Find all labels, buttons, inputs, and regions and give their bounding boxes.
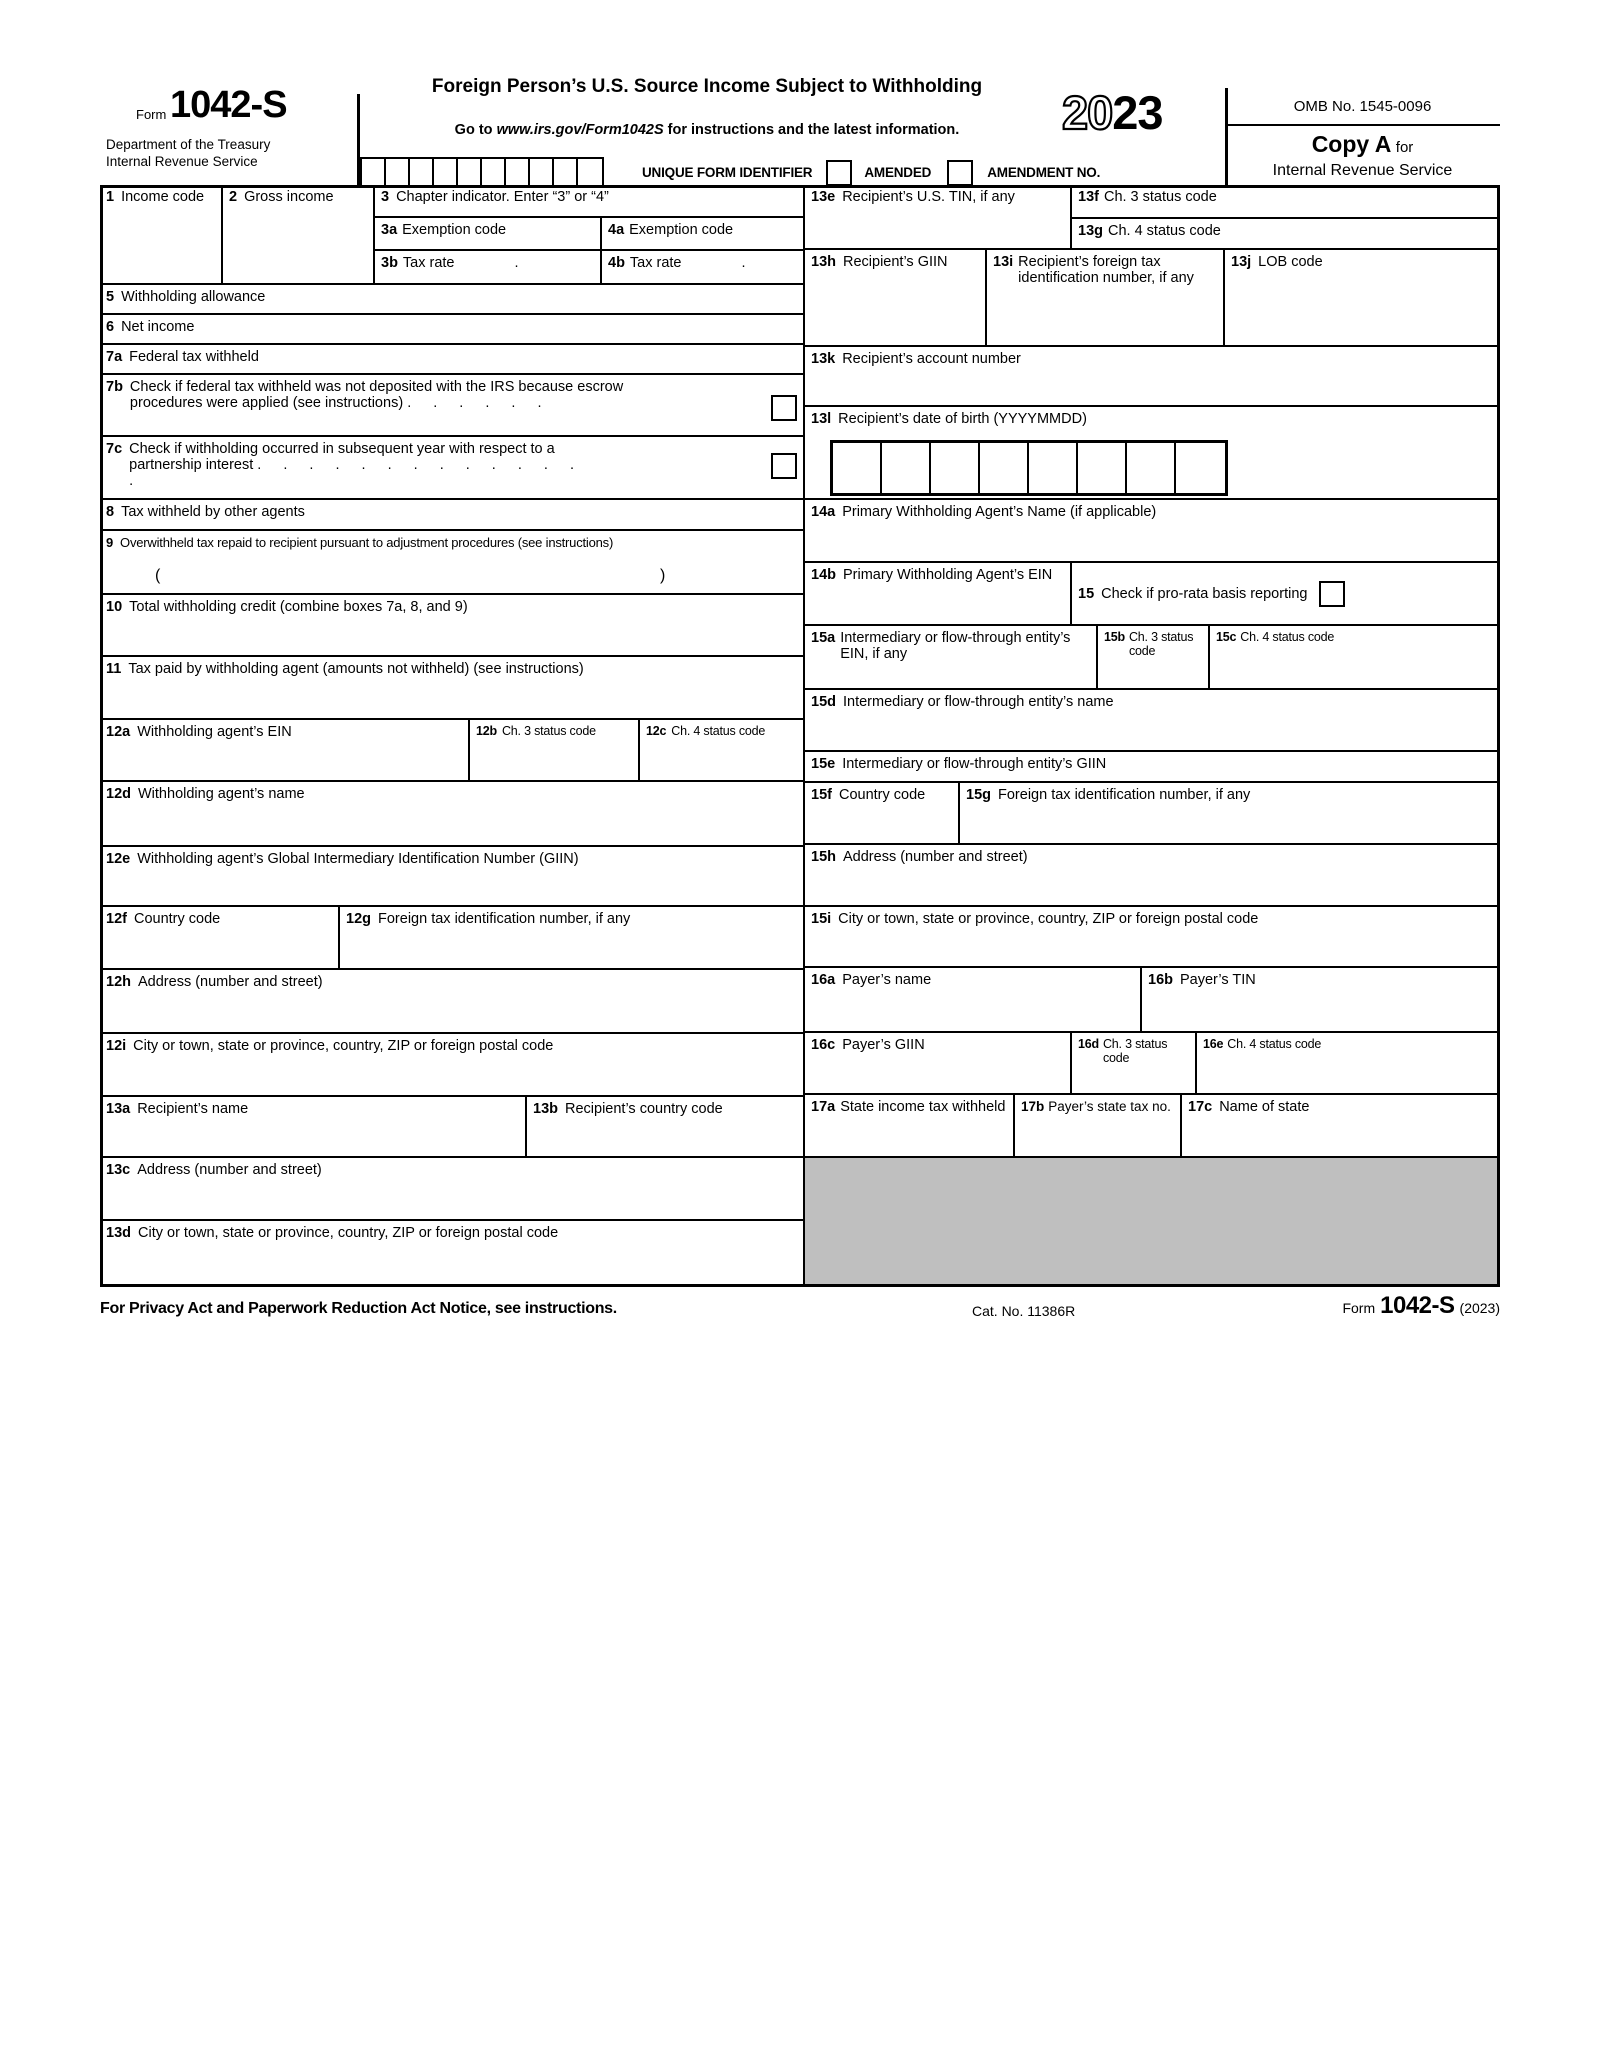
amendment-no-checkbox[interactable]: [947, 160, 973, 186]
form-word: Form: [136, 107, 167, 122]
field-number: 13f: [1078, 189, 1099, 205]
field-label: Country code: [133, 911, 221, 927]
field-3a-exemption-code[interactable]: [375, 218, 602, 251]
field-number: 3: [381, 189, 390, 205]
box-7c-checkbox[interactable]: [771, 453, 797, 479]
field-number: 13e: [811, 189, 836, 205]
unique-form-identifier-label: UNIQUE FORM IDENTIFIER: [642, 165, 813, 180]
box-7b-checkbox[interactable]: [771, 395, 797, 421]
goto-line: Go to www.irs.gov/Form1042S for instructions and the latest information.: [454, 122, 960, 138]
field-label: Net income: [121, 319, 195, 335]
field-label: Gross income: [244, 189, 334, 205]
ufi-char-box[interactable]: [482, 159, 506, 187]
field-number: 5: [106, 289, 115, 305]
field-number: 15e: [811, 756, 836, 772]
field-number: 12c: [646, 724, 667, 738]
field-label: City or town, state or province, country, ZIP or foreign postal code: [138, 1225, 559, 1241]
field-16e-ch4-status-code[interactable]: [1197, 1033, 1500, 1095]
field-number: 15: [1078, 585, 1095, 602]
field-12i-city-state-zip[interactable]: [100, 1034, 805, 1097]
field-7a-federal-tax-withheld[interactable]: [100, 345, 805, 375]
field-15e-intermediary-giin[interactable]: [805, 752, 1500, 783]
field-number: 6: [106, 319, 115, 335]
form-1042s: [100, 60, 1500, 1340]
field-label: Ch. 4 status code: [1240, 630, 1335, 644]
field-13d-city-state-zip[interactable]: [100, 1221, 805, 1287]
field-9-overwithheld-tax-repaid[interactable]: [100, 531, 805, 595]
field-13i-recipient-foreign-tin[interactable]: [987, 250, 1225, 347]
page-title: Foreign Person’s U.S. Source Income Subject to Withholding: [431, 76, 983, 97]
field-label: Payer’s state tax no.: [1048, 1099, 1171, 1114]
ufi-char-box[interactable]: [458, 159, 482, 187]
field-13j-lob-code[interactable]: [1225, 250, 1500, 347]
field-number: 12g: [346, 911, 371, 927]
field-15f-country-code[interactable]: [805, 783, 960, 845]
field-label: City or town, state or province, country, ZIP or foreign postal code: [838, 911, 1259, 927]
dob-char-box[interactable]: [1029, 443, 1078, 493]
date-of-birth-boxes: [830, 440, 1228, 496]
field-label: Country code: [838, 787, 926, 803]
open-paren: (: [155, 567, 161, 584]
ufi-char-box[interactable]: [506, 159, 530, 187]
omb-underline: [1225, 124, 1500, 126]
field-label: Address (number and street): [137, 1162, 322, 1178]
field-number: 15h: [811, 849, 836, 865]
field-label: City or town, state or province, country, ZIP or foreign postal code: [133, 1038, 554, 1054]
field-number: 13i: [993, 254, 1014, 270]
field-label: Ch. 4 status code: [1108, 223, 1221, 239]
dot-leader: . . . . . .: [407, 395, 551, 411]
field-label: Withholding allowance: [121, 289, 266, 305]
field-number: 12a: [106, 724, 131, 740]
field-label: Income code: [121, 189, 205, 205]
field-number: 15d: [811, 694, 836, 710]
field-number: 15i: [811, 911, 832, 927]
field-12e-withholding-agent-giin[interactable]: [100, 847, 805, 907]
field-15i-city-state-zip[interactable]: [805, 907, 1500, 968]
field-number: 9: [106, 535, 114, 550]
field-label: Overwithheld tax repaid to recipient pursuant to adjustment procedures (see instructions): [120, 535, 614, 550]
copy-a-recipient: Internal Revenue Service: [1272, 162, 1453, 179]
field-12c-ch4-status-code[interactable]: [640, 720, 805, 782]
ufi-char-box[interactable]: [578, 159, 602, 187]
field-label: Ch. 3 status code: [1128, 630, 1194, 658]
field-13c-address[interactable]: [100, 1158, 805, 1221]
field-3-chapter-indicator[interactable]: [375, 185, 805, 218]
field-label: Withholding agent’s name: [138, 786, 305, 802]
field-4a-exemption-code[interactable]: [602, 218, 805, 251]
field-label: Recipient’s date of birth (YYYYMMDD): [838, 411, 1087, 427]
field-4b-tax-rate[interactable]: [602, 251, 805, 285]
field-label: Withholding agent’s EIN: [137, 724, 292, 740]
ufi-char-box[interactable]: [530, 159, 554, 187]
field-label: Recipient’s GIIN: [843, 254, 948, 270]
field-13k-recipient-account-number[interactable]: [805, 347, 1500, 407]
year-outline-digits: 20: [1062, 86, 1113, 139]
field-number: 16b: [1148, 972, 1173, 988]
field-label: Ch. 3 status code: [1102, 1037, 1168, 1065]
field-15h-address[interactable]: [805, 845, 1500, 907]
field-label: Withholding agent’s Global Intermediary Identification Number (GIIN): [137, 851, 579, 867]
dob-char-box[interactable]: [1078, 443, 1127, 493]
field-label: Exemption code: [629, 222, 734, 238]
field-8-tax-withheld-other-agents[interactable]: [100, 500, 805, 531]
field-12b-ch3-status-code[interactable]: [470, 720, 640, 782]
field-11-tax-paid-by-agent[interactable]: [100, 657, 805, 720]
field-number: 15c: [1216, 630, 1237, 644]
field-12a-withholding-agent-ein[interactable]: [100, 720, 470, 782]
field-label: Primary Withholding Agent’s Name (if applicable): [842, 504, 1157, 520]
field-15g-foreign-tin[interactable]: [960, 783, 1500, 845]
field-3b-tax-rate[interactable]: [375, 251, 602, 285]
field-label: Tax paid by withholding agent (amounts not withheld) (see instructions): [128, 661, 584, 677]
close-paren: ): [660, 567, 666, 584]
year-bold-digits: 23: [1112, 86, 1163, 139]
field-label: Ch. 3 status code: [1103, 189, 1217, 205]
field-number: 1: [106, 189, 115, 205]
field-number: 7c: [106, 441, 123, 457]
form-number-title: 1042-S: [170, 84, 287, 126]
field-label: Tax withheld by other agents: [121, 504, 305, 520]
field-label: Payer’s TIN: [1180, 972, 1256, 988]
field-label: Ch. 3 status code: [501, 724, 596, 738]
decimal-point: .: [741, 255, 746, 271]
field-number: 12f: [106, 911, 127, 927]
dept-line1: Department of the Treasury: [106, 137, 271, 152]
amended-checkbox[interactable]: [826, 160, 852, 186]
field-label: Foreign tax identification number, if any: [378, 911, 631, 927]
field-number: 4a: [608, 222, 625, 238]
field-5-withholding-allowance[interactable]: [100, 285, 805, 315]
field-number: 15g: [966, 787, 991, 803]
field-label: Recipient’s foreign tax identification number, if any: [1018, 254, 1194, 286]
field-number: 12e: [106, 851, 131, 867]
decimal-point: .: [514, 255, 519, 271]
field-label: State income tax withheld: [840, 1099, 1006, 1115]
field-number: 8: [106, 504, 115, 520]
field-1-income-code[interactable]: [100, 185, 223, 285]
amended-label: AMENDED: [864, 165, 932, 180]
dob-char-box[interactable]: [833, 443, 882, 493]
field-number: 16a: [811, 972, 836, 988]
field-number: 13k: [811, 351, 836, 367]
field-number: 10: [106, 599, 123, 615]
field-number: 15f: [811, 787, 832, 803]
field-number: 17b: [1021, 1099, 1045, 1114]
dob-char-box[interactable]: [1127, 443, 1176, 493]
field-label: Payer’s name: [842, 972, 932, 988]
field-number: 13c: [106, 1162, 131, 1178]
field-number: 13d: [106, 1225, 131, 1241]
field-label: Federal tax withheld: [129, 349, 259, 365]
field-label: Ch. 4 status code: [1227, 1037, 1322, 1051]
field-16d-ch3-status-code[interactable]: [1072, 1033, 1197, 1095]
field-number: 13l: [811, 411, 832, 427]
privacy-act-notice: For Privacy Act and Paperwork Reduction Act Notice, see instructions.: [100, 1300, 617, 1317]
field-number: 2: [229, 189, 238, 205]
field-15a-intermediary-ein[interactable]: [805, 626, 1098, 690]
box-15-checkbox[interactable]: [1319, 581, 1345, 607]
ufi-char-box[interactable]: [554, 159, 578, 187]
field-17c-name-of-state[interactable]: [1182, 1095, 1500, 1158]
ufi-char-box[interactable]: [362, 159, 386, 187]
field-label: Exemption code: [402, 222, 507, 238]
field-7b-escrow-check[interactable]: [100, 375, 805, 437]
catalog-number: Cat. No. 11386R: [972, 1303, 1076, 1319]
dept-line2: Internal Revenue Service: [106, 154, 258, 169]
field-number: 12h: [106, 974, 131, 990]
field-label: Intermediary or flow-through entity’s EIN, if any: [840, 630, 1071, 662]
dob-char-box[interactable]: [882, 443, 931, 493]
field-number: 4b: [608, 255, 625, 271]
field-number: 12i: [106, 1038, 127, 1054]
field-13a-recipient-name[interactable]: [100, 1097, 527, 1158]
amendment-no-label: AMENDMENT NO.: [987, 165, 1101, 180]
field-number: 7a: [106, 349, 123, 365]
tax-year: [1062, 86, 1163, 139]
field-label: Check if federal tax withheld was not deposited with the IRS because escrow procedures were applied (see instructions): [129, 379, 624, 411]
field-number: 16d: [1078, 1037, 1099, 1051]
field-14a-primary-agent-name[interactable]: [805, 500, 1500, 563]
field-13h-recipient-giin[interactable]: [805, 250, 987, 347]
field-label: LOB code: [1258, 254, 1323, 270]
field-number: 3b: [381, 255, 398, 271]
field-label: Foreign tax identification number, if any: [998, 787, 1251, 803]
footer-form-id: Form 1042-S (2023): [1342, 1292, 1500, 1319]
field-label: Tax rate: [402, 255, 455, 271]
field-17b-payer-state-tax-no[interactable]: [1015, 1095, 1182, 1158]
field-number: 17c: [1188, 1099, 1213, 1115]
field-13b-recipient-country-code[interactable]: [527, 1097, 805, 1158]
field-6-net-income[interactable]: [100, 315, 805, 345]
field-16b-payer-tin[interactable]: [1142, 968, 1500, 1033]
field-16a-payer-name[interactable]: [805, 968, 1142, 1033]
field-label: Recipient’s country code: [565, 1101, 723, 1117]
field-number: 13b: [533, 1101, 558, 1117]
field-label: Recipient’s name: [137, 1101, 249, 1117]
field-number: 13h: [811, 254, 836, 270]
field-15b-ch3-status-code[interactable]: [1098, 626, 1210, 690]
field-15d-intermediary-name[interactable]: [805, 690, 1500, 752]
field-label: Tax rate: [629, 255, 682, 271]
field-number: 15b: [1104, 630, 1125, 644]
field-label: Recipient’s account number: [842, 351, 1021, 367]
field-number: 13j: [1231, 254, 1252, 270]
goto-url-link[interactable]: www.irs.gov/Form1042S: [496, 122, 664, 138]
field-label: Address (number and street): [843, 849, 1028, 865]
field-13l-date-of-birth[interactable]: [805, 407, 1500, 500]
field-13e-recipient-tin[interactable]: [805, 185, 1072, 250]
copy-a-line: Copy A for: [1311, 131, 1414, 157]
field-13g-ch4-status-code[interactable]: [1072, 219, 1500, 250]
field-16c-payer-giin[interactable]: [805, 1033, 1072, 1095]
field-label: Payer’s GIIN: [842, 1037, 925, 1053]
field-number: 14b: [811, 567, 836, 583]
field-number: 7b: [106, 379, 123, 395]
ufi-char-box[interactable]: [410, 159, 434, 187]
dot-leader: . . . . . . . . . . . . . .: [129, 457, 584, 489]
field-label: Recipient’s U.S. TIN, if any: [842, 189, 1015, 205]
field-label: Primary Withholding Agent’s EIN: [843, 567, 1053, 583]
field-15-pro-rata-check[interactable]: [1072, 563, 1500, 626]
field-label: Chapter indicator. Enter “3” or “4”: [396, 189, 609, 205]
field-label: Intermediary or flow-through entity’s name: [843, 694, 1114, 710]
field-7c-partnership-check[interactable]: [100, 437, 805, 500]
field-number: 17a: [811, 1099, 836, 1115]
field-13f-ch3-status-code[interactable]: [1072, 185, 1500, 219]
field-label: Ch. 4 status code: [671, 724, 766, 738]
dob-char-box[interactable]: [980, 443, 1029, 493]
ufi-char-box[interactable]: [386, 159, 410, 187]
field-number: 16c: [811, 1037, 836, 1053]
field-label: Address (number and street): [138, 974, 323, 990]
field-number: 15a: [811, 630, 836, 646]
field-15c-ch4-status-code[interactable]: [1210, 626, 1500, 690]
field-12d-withholding-agent-name[interactable]: [100, 782, 805, 847]
omb-number: OMB No. 1545-0096: [1293, 98, 1432, 115]
field-number: 14a: [811, 504, 836, 520]
field-12g-foreign-tin[interactable]: [340, 907, 805, 970]
field-number: 12d: [106, 786, 131, 802]
field-12f-country-code[interactable]: [100, 907, 340, 970]
field-label: Intermediary or flow-through entity’s GIIN: [842, 756, 1107, 772]
dob-char-box[interactable]: [1176, 443, 1225, 493]
shaded-unused-area: [805, 1158, 1500, 1287]
field-number: 13g: [1078, 223, 1103, 239]
dob-char-box[interactable]: [931, 443, 980, 493]
field-14b-primary-agent-ein[interactable]: [805, 563, 1072, 626]
field-number: 3a: [381, 222, 398, 238]
field-12h-address[interactable]: [100, 970, 805, 1034]
field-number: 12b: [476, 724, 497, 738]
field-label: Check if pro-rata basis reporting: [1101, 585, 1308, 602]
field-number: 16e: [1203, 1037, 1224, 1051]
field-number: 13a: [106, 1101, 131, 1117]
field-17a-state-income-tax-withheld[interactable]: [805, 1095, 1015, 1158]
field-10-total-withholding-credit[interactable]: [100, 595, 805, 657]
field-number: 11: [106, 661, 122, 677]
field-2-gross-income[interactable]: [223, 185, 375, 285]
department-lines: [106, 136, 270, 170]
ufi-char-box[interactable]: [434, 159, 458, 187]
field-label: Name of state: [1219, 1099, 1310, 1115]
field-label: Check if withholding occurred in subsequent year with respect to a partnership interest: [129, 441, 555, 473]
header-title-block: [357, 76, 1057, 138]
field-label: Total withholding credit (combine boxes 7a, 8, and 9): [129, 599, 468, 615]
